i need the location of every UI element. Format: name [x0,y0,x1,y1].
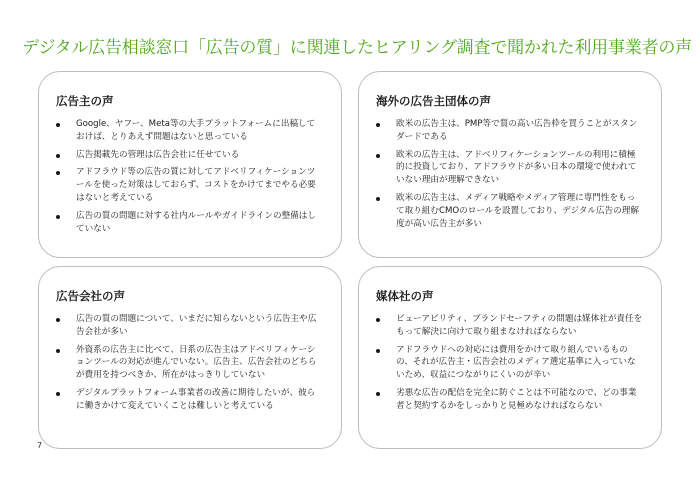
bullet-icon [56,349,60,353]
list-item [56,166,323,204]
list-item [56,313,323,339]
bullet-icon [56,123,60,127]
card-media-voice [358,266,662,449]
card-title: 海外の広告主団体の声 [376,94,491,108]
list-item-text: 広告の質の問題について、いまだに知らないという広告主や広告会社が多い [76,314,317,337]
list-item [56,344,323,382]
list-item [376,118,643,144]
bullet-icon [56,318,60,322]
list-item-text: 欧米の広告主は、メディア戦略やメディア管理に専門性をもって取り組むCMOのロールを設置しており、デジタル広告の理解度が高い広告主が多い [396,192,639,229]
list-item [56,210,323,236]
bullet-icon [376,318,380,322]
card-title: 広告会社の声 [56,289,125,303]
list-item-text: ビューアビリティ、ブランドセーフティの問題は媒体社が責任をもって解決に向けて取り組まなければならない [396,314,643,337]
list-item-text: 広告の質の問題に対する社内ルールやガイドラインの整備はしていない [76,210,316,234]
page-title: デジタル広告相談窓口「広告の質」に関連したヒアリング調査で聞かれた利用事業者の声 [22,38,692,58]
bullet-icon [376,154,380,158]
list-item [56,387,323,413]
list-item-text: 広告掲載先の管理は広告会社に任せている [76,149,240,160]
list-item-text: 欧米の広告主は、PMP等で質の高い広告枠を買うことがスタンダードである [396,119,638,142]
list-item [56,149,323,162]
list-item-text: 劣悪な広告の配信を完全に防ぐことは不可能なので、どの事業者と契約するかをしっかりと見極めなければならない [396,387,637,411]
card-list [376,118,643,230]
card-title: 媒体社の声 [376,289,434,303]
card-list [376,313,643,413]
bullet-icon [376,123,380,127]
list-item [376,344,643,382]
list-item [376,313,643,339]
list-item [376,192,643,230]
list-item-text: 外資系の広告主に比べて、日系の広告主はアドベリフィケーションツールの対応が進んでいない。広告主、広告会社のどちらが費用を持つべきか、所在がはっきりしていない [76,344,317,381]
bullet-icon [376,349,380,353]
page-number: 7 [37,441,43,450]
bullet-icon [56,171,60,175]
list-item-text: アドフラウドへの対応には費用をかけて取り組んでいるものの、それが広告主・広告会社のメディア選定基準に入っていないため、収益につながりにくいのが辛い [396,344,636,381]
bullet-icon [376,392,380,396]
list-item [376,387,643,413]
card-advertiser-voice [38,71,342,258]
list-item [376,149,643,187]
card-list [56,313,323,413]
list-item-text: Google、ヤフー、Meta等の大手プラットフォームに出稿しておけば、とりあえず問題はないと思っている [76,119,316,142]
list-item-text: デジタルプラットフォーム事業者の改善に期待したいが、彼らに働きかけて変えていくことは難しいと考えている [76,387,316,411]
bullet-icon [56,392,60,396]
card-title: 広告主の声 [56,94,114,108]
bullet-icon [56,215,60,219]
list-item-text: アドフラウド等の広告の質に対してアドベリフィケーションツールを使った対策はしておらず、コストをかけてまでやる必要はないと考えている [76,167,316,203]
bullet-icon [56,154,60,158]
card-overseas-advertiser-voice [358,71,662,258]
bullet-icon [376,197,380,201]
list-item-text: 欧米の広告主は、アドベリフィケーションツールの利用に積極的に投資しており、アドフラウドが多い日本の環境で使われていない理由が理解できない [396,149,637,186]
list-item [56,118,323,144]
card-ad-agency-voice [38,266,342,449]
card-list [56,118,323,235]
